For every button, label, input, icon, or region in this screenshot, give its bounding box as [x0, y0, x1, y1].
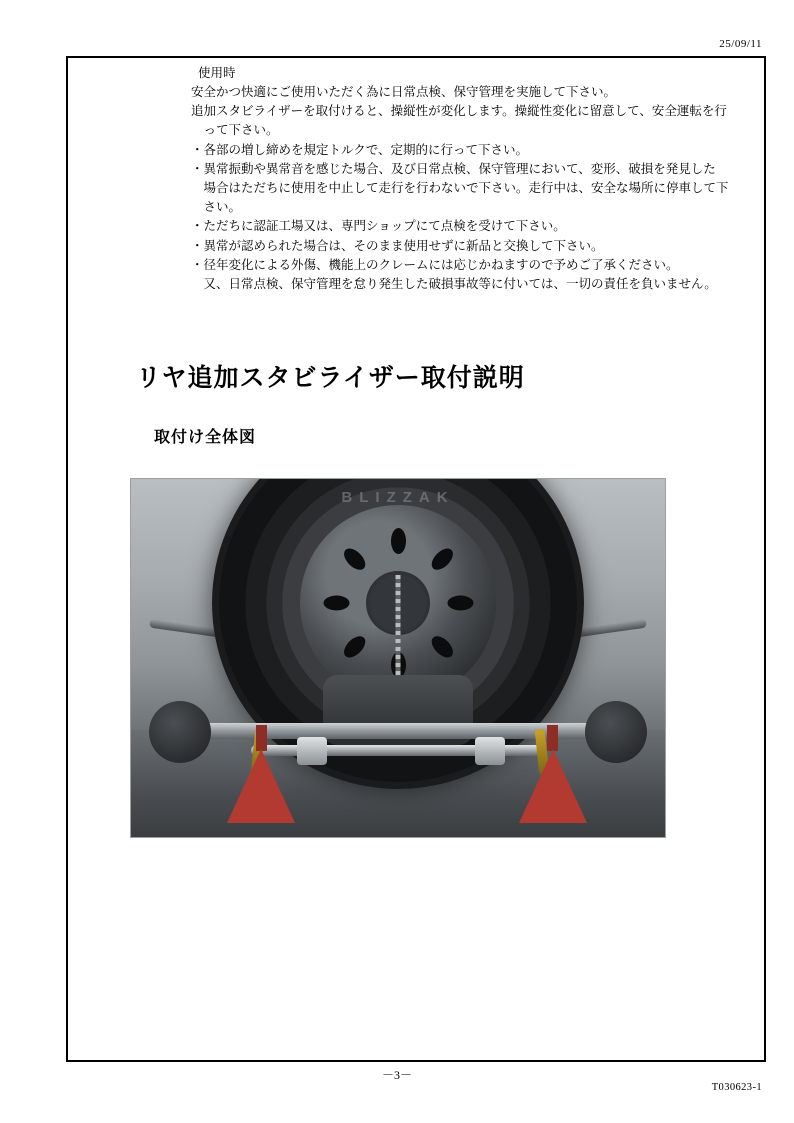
document-code: T030623-1 [711, 1082, 762, 1093]
jack-stand-left [227, 749, 295, 823]
jack-stand-right [519, 749, 587, 823]
usage-note: 追加スタビライザーを取付けると、操縦性が変化します。操縦性変化に留意して、安全運転を行 [191, 104, 727, 119]
brake-drum-right [585, 701, 647, 763]
jack-stand-post-right [547, 725, 558, 751]
page-border-frame [66, 56, 766, 1062]
jack-stand-post-left [256, 725, 267, 751]
stabilizer-bracket-left [297, 737, 327, 765]
section-subtitle: 取付け全体図 [154, 429, 257, 446]
page-title: リヤ追加スタビライザー取付説明 [136, 364, 525, 392]
usage-note: 又、日常点検、保守管理を怠り発生した破損事故等に付いては、一切の責任を負いません。 [203, 277, 717, 292]
page-number: －3－ [381, 1068, 412, 1082]
stabilizer-bracket-right [475, 737, 505, 765]
usage-note: さい。 [203, 200, 242, 215]
rim-hole [428, 632, 457, 661]
usage-note: 場合はただちに使用を中止して走行を行わないで下さい。走行中は、安全な場所に停車して下 [203, 181, 729, 196]
usage-note: ・各部の増し締めを規定トルクで、定期的に行って下さい。 [191, 142, 529, 157]
tire-sidewall-text: BLIZZAK [341, 489, 455, 506]
usage-notes-list [86, 83, 746, 294]
usage-note: 安全かつ快適にご使用いただく為に日常点検、保守管理を実施して下さい。 [191, 85, 617, 99]
usage-note: ・径年変化による外傷、機能上のクレームには応じかねますので予めご了承ください。 [191, 257, 679, 272]
brake-drum-left [149, 701, 211, 763]
rim-hole [428, 545, 457, 574]
usage-note: ・異常が認められた場合は、そのまま使用せずに新品と交換して下さい。 [191, 238, 604, 253]
rim-hole [340, 545, 369, 574]
rim-hole [448, 596, 474, 611]
rim-hole [391, 528, 406, 554]
document-date: 25/09/11 [719, 38, 762, 50]
rim-hole [340, 632, 369, 661]
installation-overview-photo [130, 478, 666, 838]
rear-axle [155, 723, 641, 739]
rim-hole [324, 596, 350, 611]
usage-note: ・ただちに認証工場又は、専門ショップにて点検を受けて下さい。 [191, 219, 566, 234]
usage-section-heading: 使用時 [198, 66, 236, 80]
spare-tire-chain [396, 575, 401, 685]
usage-note: ・異常振動や異常音を感じた場合、及び日常点検、保守管理において、変形、破損を発見した [191, 161, 716, 176]
page-content [68, 58, 764, 1060]
usage-note: って下さい。 [203, 123, 279, 138]
